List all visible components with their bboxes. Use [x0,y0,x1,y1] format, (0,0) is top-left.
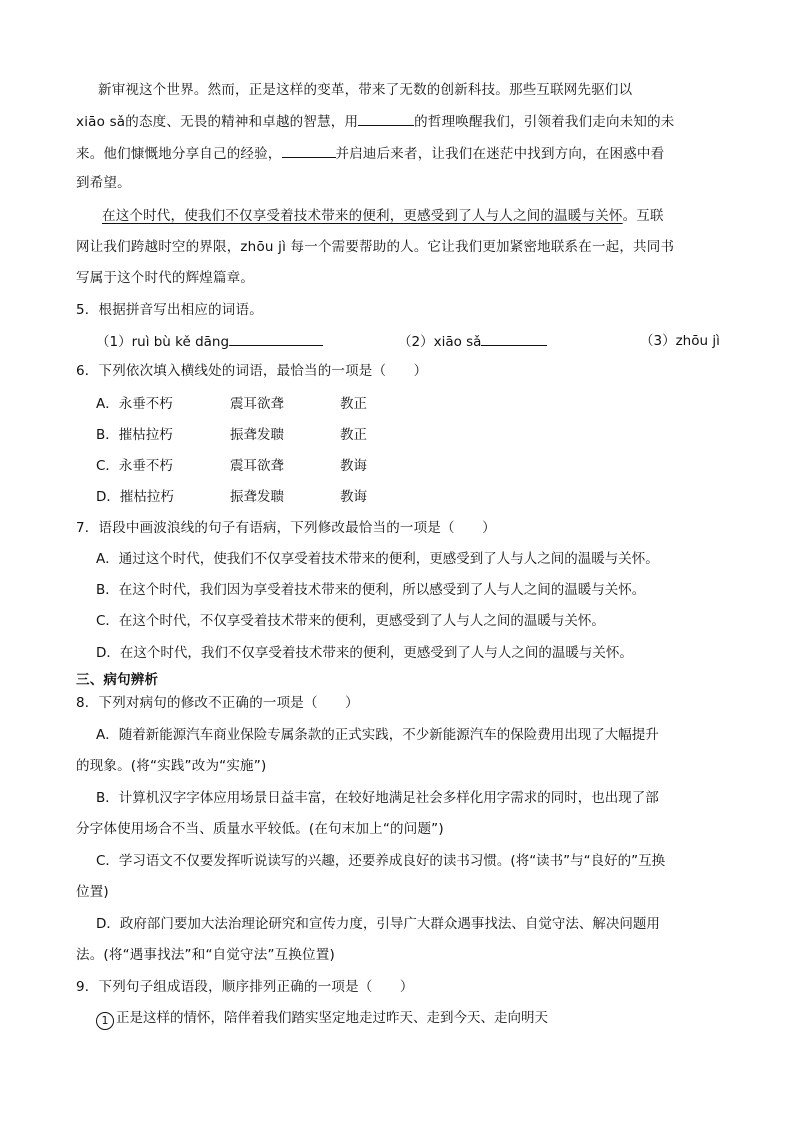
fill-blank-2[interactable] [282,143,336,158]
q9-sentence-1-text: 正是这样的情怀，陪伴着我们踏实坚定地走过昨天、走到今天、走向明天 [116,1010,548,1026]
q6-option-b-word2: 振聋发聩 [230,427,284,443]
q7-option-c[interactable]: C．在这个时代，不仅享受着技术带来的便利，更感受到了人与人之间的温暖与关怀。 [96,613,605,629]
passage-line-5 [102,206,664,226]
passage-line-2b: 的哲理唤醒我们，引领着我们走向未知的未 [414,114,675,130]
passage-line-4: 到希望。 [76,175,131,191]
q5-answer-blank-2[interactable] [481,331,547,346]
q6-option-a-word3: 教正 [340,396,367,412]
q5-pinyin-1-label: （1）ruì bù kě dāng [96,334,230,350]
passage-line-3a: 来。他们慷慨地分享自己的经验， [76,146,282,162]
q5-pinyin-3 [640,331,720,351]
q7-stem: 7．语段中画波浪线的句子有语病，下列修改最恰当的一项是（ ） [76,520,496,536]
q5-pinyin-3-label: （3）zhōu jì [640,333,720,349]
fill-blank-1[interactable] [358,111,414,126]
q6-option-b[interactable]: B．摧枯拉朽 [96,427,173,443]
q8-option-a[interactable]: A．随着新能源汽车商业保险专属条款的正式实践，不少新能源汽车的保险费用出现了大幅提升 [96,727,659,743]
passage-line-7: 写属于这个时代的辉煌篇章。 [76,270,255,286]
q7-option-d[interactable]: D．在这个时代，我们不仅享受着技术带来的便利，更感受到了人与人之间的温暖与关怀。 [96,645,633,661]
passage-line-2 [76,111,674,132]
q5-answer-blank-1[interactable] [229,331,323,346]
q9-stem: 9．下列句子组成语段，顺序排列正确的一项是（ ） [76,979,414,995]
q6-option-d[interactable]: D．摧枯拉朽 [96,489,174,505]
q8-option-b[interactable]: B．计算机汉字字体应用场景日益丰富，在较好地满足社会多样化用字需求的同时，也出现了部 [96,790,659,806]
q6-option-d-word2: 振聋发聩 [230,489,284,505]
q6-stem: 6．下列依次填入横线处的词语，最恰当的一项是（ ） [76,363,428,379]
q8-option-d-cont: 法。(将“遇事找法”和“自觉守法”互换位置) [76,947,335,963]
q6-option-c-word2: 震耳欲聋 [230,458,284,474]
q8-stem: 8．下列对病句的修改不正确的一项是（ ） [76,695,359,711]
q8-option-c[interactable]: C．学习语文不仅要发挥听说读写的兴趣，还要养成良好的读书习惯。(将“读书”与“良好的”互换 [96,853,666,869]
q8-option-c-cont: 位置) [76,884,109,900]
q5-pinyin-2-label: （2）xiāo sǎ [398,334,482,350]
passage-line-6: 网让我们跨越时空的界限，zhōu jì 每一个需要帮助的人。它让我们更加紧密地联系在一起，共同书 [76,239,675,255]
passage-line-1: 新审视这个世界。然而，正是这样的变革，带来了无数的创新科技。那些互联网先驱们以 [98,82,633,98]
q6-option-b-word3: 教正 [340,427,367,443]
q5-pinyin-2 [398,331,547,352]
section-title: 三、病句辨析 [76,672,159,688]
q7-option-b[interactable]: B．在这个时代，我们因为享受着技术带来的便利，所以感受到了人与人之间的温暖与关怀。 [96,582,646,598]
passage-line-3 [76,143,664,164]
q5-pinyin-1 [96,331,323,352]
circled-number-1: 1 [96,1012,114,1030]
q8-option-d[interactable]: D．政府部门要加大法治理论研究和宣传力度，引导广大群众遇事找法、自觉守法、解决问题用 [96,916,660,932]
q9-sentence-1 [96,1008,548,1030]
q6-option-a-word2: 震耳欲聋 [230,396,284,412]
q8-option-a-cont: 的现象。(将“实践”改为“实施”) [76,758,267,774]
passage-line-3b: 并启迪后来者，让我们在迷茫中找到方向，在困惑中看 [335,146,665,162]
passage-line-2a: xiāo sǎ的态度、无畏的精神和卓越的智慧，用 [76,114,359,130]
q7-option-a[interactable]: A．通过这个时代，使我们不仅享受着技术带来的便利，更感受到了人与人之间的温暖与关怀。 [96,551,659,567]
q6-option-d-word3: 教诲 [340,489,367,505]
q5-stem: 5．根据拼音写出相应的词语。 [76,302,263,318]
passage-line-5b: 。互联 [622,208,664,224]
underlined-sentence: 在这个时代，使我们不仅享受着技术带来的便利，更感受到了人与人之间的温暖与关怀 [102,208,623,224]
q8-option-b-cont: 分字体使用场合不当、质量水平较低。(在句末加上“的问题”) [76,821,444,837]
q6-option-c[interactable]: C．永垂不朽 [96,458,173,474]
q6-option-c-word3: 教诲 [340,458,367,474]
q6-option-a[interactable]: A．永垂不朽 [96,396,173,412]
